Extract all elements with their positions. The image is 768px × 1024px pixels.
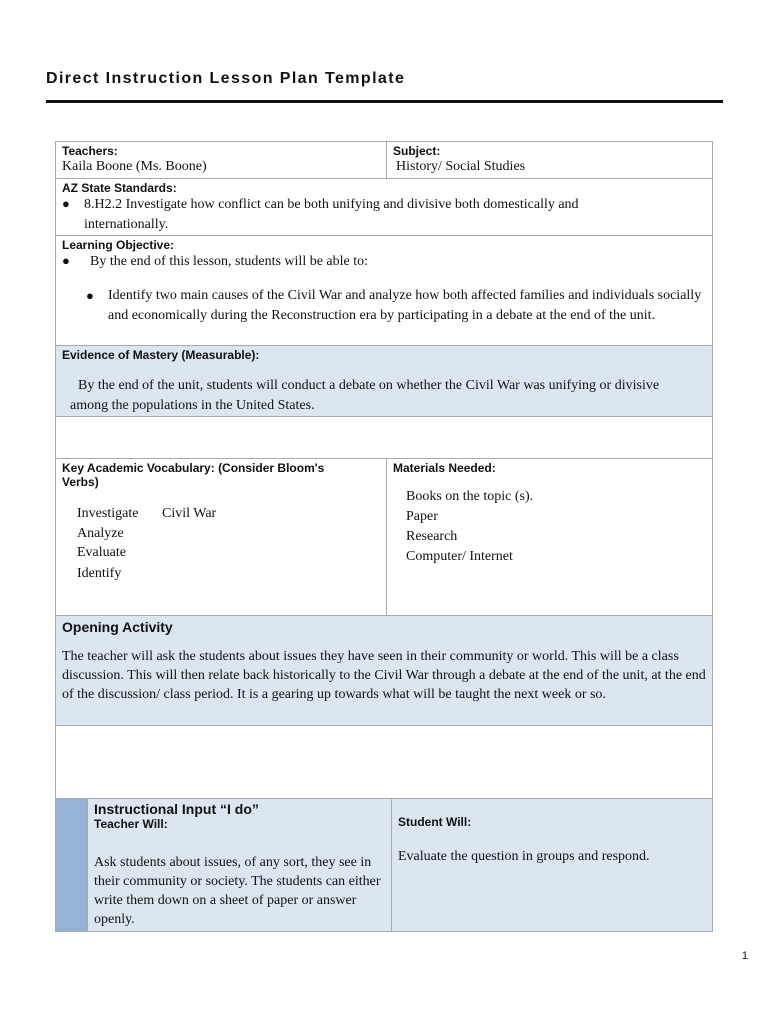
vocab-materials-row bbox=[55, 459, 713, 616]
materials-item: Research bbox=[406, 529, 458, 544]
spacer-row bbox=[55, 726, 713, 799]
teacher-will-label: Teacher Will: bbox=[94, 817, 168, 831]
teacher-subject-row bbox=[55, 141, 713, 179]
materials-item: Books on the topic (s). bbox=[406, 489, 534, 504]
opening-text: The teacher will ask the students about issues they have seen in their community or world. This will be a class discussion. This will then relate back historically to the Civil War through a debate at the end of the unit, at the end of the discussion/ class period. It is a gearing up towards what will be taught the next week or so. bbox=[62, 649, 706, 702]
materials-item: Computer/ Internet bbox=[406, 549, 513, 564]
standards-item: 8.H2.2 Investigate how conflict can be both unifying and divisive both domestically and internationally. bbox=[84, 197, 579, 232]
opening-row bbox=[55, 616, 713, 726]
objective-sub-bullet: ● bbox=[86, 288, 94, 303]
teachers-value: Kaila Boone (Ms. Boone) bbox=[62, 159, 207, 174]
standards-row bbox=[55, 179, 713, 236]
teacher-will-cell bbox=[88, 799, 392, 931]
materials-item: Paper bbox=[406, 509, 438, 524]
mastery-text: By the end of the unit, students will conduct a debate on whether the Civil War was unifying or divisive among the populations in the United States. bbox=[70, 378, 660, 413]
title-rule bbox=[46, 100, 723, 103]
teacher-will-text: Ask students about issues, of any sort, they see in their community or society. The students can either write them down on a sheet of paper or answer openly. bbox=[94, 855, 381, 927]
vocab-word: Evaluate bbox=[77, 545, 126, 560]
objective-intro: By the end of this lesson, students will be able to: bbox=[90, 254, 369, 269]
objective-row bbox=[55, 236, 713, 346]
student-will-text: Evaluate the question in groups and respond. bbox=[398, 849, 650, 864]
standards-label: AZ State Standards: bbox=[62, 181, 177, 195]
vocab-word: Investigate bbox=[77, 506, 139, 521]
objective-label: Learning Objective: bbox=[62, 238, 175, 252]
student-will-cell bbox=[392, 799, 712, 931]
subject-value: History/ Social Studies bbox=[396, 159, 526, 174]
page-number: 1 bbox=[741, 950, 748, 962]
materials-cell bbox=[387, 459, 712, 615]
spacer-row bbox=[55, 417, 713, 459]
subject-label: Subject: bbox=[393, 144, 441, 158]
instructional-input-row bbox=[55, 799, 713, 932]
vocabulary-cell bbox=[56, 459, 387, 615]
standards-bullet: ● bbox=[62, 196, 70, 211]
teachers-cell bbox=[56, 142, 387, 178]
lesson-plan-table bbox=[55, 141, 713, 932]
subject-cell bbox=[387, 142, 712, 178]
teachers-label: Teachers: bbox=[62, 144, 118, 158]
vocab-word: Analyze bbox=[77, 526, 124, 541]
materials-list bbox=[393, 487, 706, 567]
mastery-row bbox=[55, 346, 713, 417]
vocab-word: Identify bbox=[77, 566, 122, 581]
opening-title: Opening Activity bbox=[62, 619, 173, 635]
vocabulary-label: Key Academic Vocabulary: (Consider Bloom's Verbs) bbox=[62, 461, 325, 489]
student-will-label: Student Will: bbox=[398, 815, 472, 829]
objective-sub-item: Identify two main causes of the Civil War and analyze how both affected families and individuals socially and economically during the Reconstruction era by participating in a debate at the end of the unit. bbox=[108, 288, 702, 323]
mastery-label: Evidence of Mastery (Measurable): bbox=[62, 348, 260, 362]
section-side-bar bbox=[56, 799, 88, 931]
objective-bullet: ● bbox=[62, 253, 70, 268]
materials-label: Materials Needed: bbox=[393, 461, 496, 475]
instructional-input-title: Instructional Input “I do” bbox=[94, 801, 259, 817]
vocab-word: Civil War bbox=[162, 506, 217, 521]
document-title: Direct Instruction Lesson Plan Template bbox=[46, 70, 406, 87]
